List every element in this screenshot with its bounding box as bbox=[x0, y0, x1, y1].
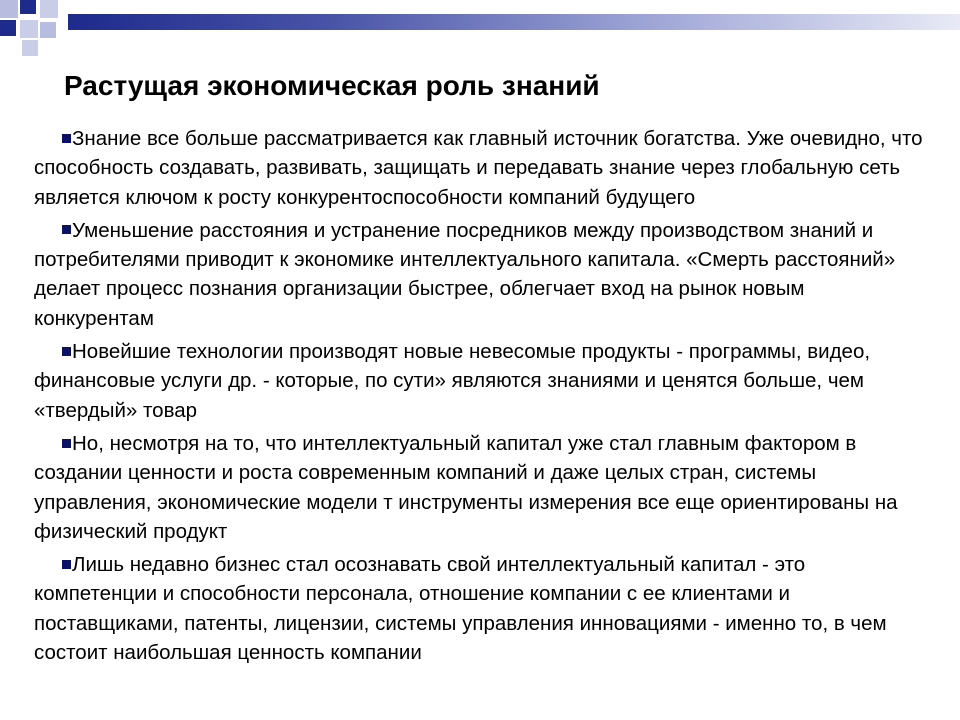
bullet-text: Лишь недавно бизнес стал осознавать свой интеллектуальный капитал - это компетенции и способности персонала, отношение компании с ее клиентами и поставщиками, патенты, лицензии, системы управления инновациями - именно то, в чем состоит наибольшая ценность компании bbox=[34, 553, 887, 665]
corner-square bbox=[40, 22, 56, 38]
square-bullet-icon bbox=[62, 347, 71, 356]
bullet-item bbox=[34, 337, 924, 425]
square-bullet-icon bbox=[62, 225, 71, 234]
corner-square bbox=[40, 0, 58, 18]
bullet-text: Знание все больше рассматривается как главный источник богатства. Уже очевидно, что способность создавать, развивать, защищать и передавать знание через глобальную сеть является ключом к росту конкурентоспособности компаний будущего bbox=[34, 127, 923, 209]
corner-square bbox=[20, 20, 38, 38]
corner-square bbox=[22, 40, 38, 56]
corner-square bbox=[0, 0, 18, 18]
bullet-text: Но, несмотря на то, что интеллектуальный капитал уже стал главным фактором в создании ценности и роста современным компаний и даже целых стран, системы управления, экономические модели т инструменты измерения все еще ориентированы на физический продукт bbox=[34, 431, 898, 543]
square-bullet-icon bbox=[62, 134, 71, 143]
corner-square bbox=[20, 0, 36, 14]
bullet-item bbox=[34, 550, 924, 667]
corner-square bbox=[0, 20, 16, 36]
square-bullet-icon bbox=[62, 560, 71, 569]
bullet-list bbox=[34, 124, 924, 671]
bullet-item bbox=[34, 216, 924, 333]
square-bullet-icon bbox=[62, 439, 71, 448]
bullet-text: Новейшие технологии производят новые невесомые продукты - программы, видео, финансовые услуги др. - которые, по сути» являются знаниями и ценятся больше, чем «твердый» товар bbox=[34, 340, 871, 422]
header-gradient-bar bbox=[68, 14, 960, 30]
bullet-item bbox=[34, 429, 924, 546]
slide-title: Растущая экономическая роль знаний bbox=[64, 70, 600, 101]
bullet-text: Уменьшение расстояния и устранение посредников между производством знаний и потребителями приводит к экономике интеллектуального капитала. «Смерть расстояний» делает процесс познания организации быстрее, облегчает вход на рынок новым конкурентам bbox=[34, 218, 896, 330]
bullet-item bbox=[34, 124, 924, 212]
